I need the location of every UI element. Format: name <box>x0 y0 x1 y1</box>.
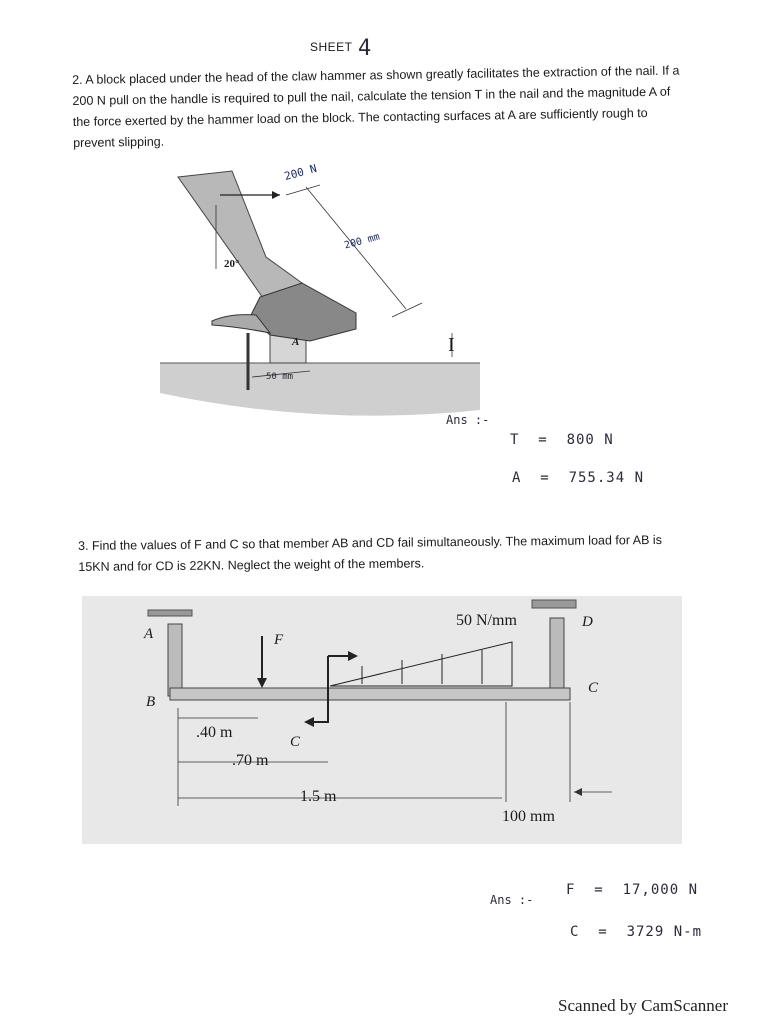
offset-label: 50 mm <box>266 372 294 382</box>
dim-label-1: .40 m <box>196 724 233 741</box>
problem-2-text: 2. A block placed under the head of the claw hammer as shown greatly facilitates the extraction of the nail. If a 200 N pull on the handle is required to pull the nail, calculate the tension T in the nail and the magnitude A of the force exerted by the hammer load on the block. The contacting surfaces at A are sufficiently rough to prevent slipping. <box>72 63 680 150</box>
force-label: 200 N <box>282 161 319 184</box>
problem-2-answer-label: Ans :- <box>446 413 490 427</box>
label-d: D <box>582 614 593 630</box>
label-b: B <box>146 694 156 710</box>
dim-label-2: .70 m <box>232 752 269 769</box>
dim-label-4: 100 mm <box>502 808 555 825</box>
angle-label: 20° <box>224 258 240 270</box>
point-a-label: A <box>292 336 300 348</box>
answer-tension: T = 800 N <box>510 432 614 448</box>
label-c-point: C <box>588 680 599 696</box>
length-label: 200 mm <box>343 231 381 252</box>
ground-surface <box>160 363 480 416</box>
label-c-moment: C <box>290 734 301 750</box>
label-f: F <box>274 632 284 648</box>
beam <box>170 688 570 700</box>
sheet-number: 4 <box>358 36 372 61</box>
beam-figure <box>82 596 682 844</box>
answer-force-f: F = 17,000 N <box>566 882 699 898</box>
answer-force-a: A = 755.34 N <box>512 470 645 486</box>
label-a: A <box>144 626 154 642</box>
member-cd <box>550 618 564 692</box>
dim-label-3: 1.5 m <box>300 788 337 805</box>
distributed-load-label: 50 N/mm <box>456 612 517 629</box>
side-marker: I <box>448 334 455 356</box>
problem-3-answer-label: Ans :- <box>490 893 534 907</box>
scanner-watermark: Scanned by CamScanner <box>558 996 728 1015</box>
hammer-figure <box>160 165 480 425</box>
problem-3-text: 3. Find the values of F and C so that member AB and CD fail simultaneously. The maximum load for AB is 15KN and for CD is 22KN. Neglect the weight of the members. <box>78 532 662 574</box>
sheet-title: SHEET <box>310 40 353 54</box>
answer-couple-c: C = 3729 N-m <box>570 924 703 940</box>
member-ab <box>168 624 182 696</box>
